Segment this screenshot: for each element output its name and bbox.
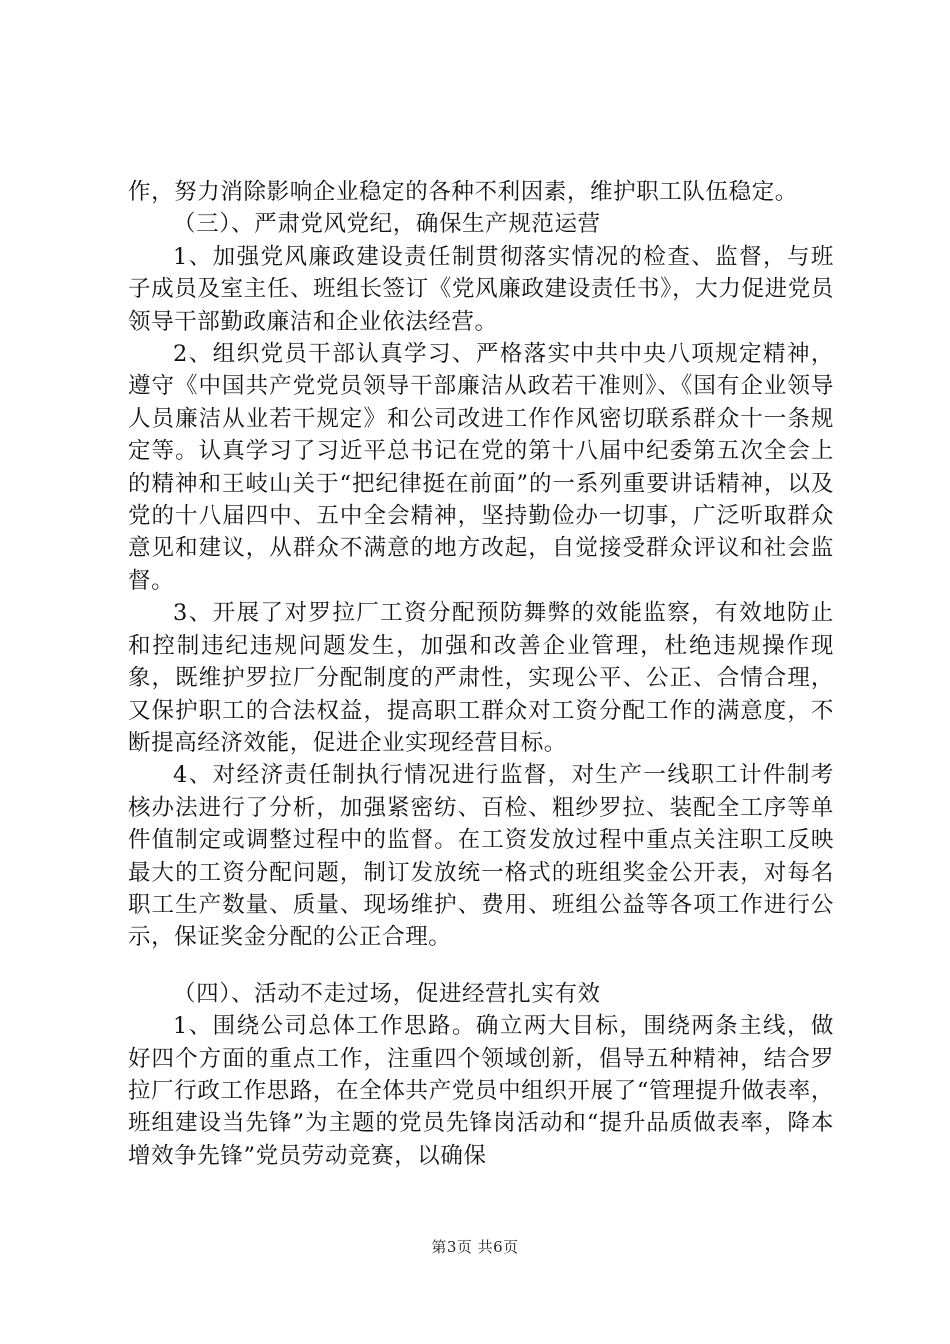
- paragraph-item-2: 2、组织党员干部认真学习、严格落实中共中央八项规定精神，遵守《中国共产党党员领导干部廉洁从政若干准则》、《国有企业领导人员廉洁从业若干规定》和公司改进工作作风密切联系群众十一条规定等。认真学习了习近平总书记在党的第十八届中纪委第五次全会上的精神和王岐山关于“把纪律挺在前面”的一系列重要讲话精神，以及党的十八届四中、五中全会精神，坚持勤俭办一切事，广泛听取群众意见和建议，从群众不满意的地方改起，自觉接受群众评议和社会监督。: [128, 341, 834, 594]
- paragraph-item-1: 1、加强党风廉政建设责任制贯彻落实情况的检查、监督，与班子成员及室主任、班组长签订《党风廉政建设责任书》，大力促进党员领导干部勤政廉洁和企业依法经营。: [128, 243, 834, 335]
- page-number-footer: 第3页 共6页: [431, 1238, 519, 1256]
- document-body: [128, 176, 834, 1172]
- paragraph-item-1-section-4: 1、围绕公司总体工作思路。确立两大目标，围绕两条主线，做好四个方面的重点工作，注重四个领域创新，倡导五种精神，结合罗拉厂行政工作思路，在全体共产党员中组织开展了“管理提升做表率，班组建设当先锋”为主题的党员先锋岗活动和“提升品质做表率，降本增效争先锋”党员劳动竞赛，以确保: [128, 1013, 834, 1169]
- section-heading-3: （三）、严肃党风党纪，确保生产规范运营: [173, 211, 601, 238]
- paragraph-item-3: 3、开展了对罗拉厂工资分配预防舞弊的效能监察，有效地防止和控制违纪违规问题发生，加强和改善企业管理，杜绝违规操作现象，既维护罗拉厂分配制度的严肃性，实现公平、公正、合情合理，又保护职工的合法权益，提高职工群众对工资分配工作的满意度，不断提高经济效能，促进企业实现经营目标。: [128, 600, 834, 756]
- paragraph-item-4: 4、对经济责任制执行情况进行监督，对生产一线职工计件制考核办法进行了分析，加强紧密纺、百检、粗纱罗拉、装配全工序等单件值制定或调整过程中的监督。在工资发放过程中重点关注职工反映最大的工资分配问题，制订发放统一格式的班组奖金公开表，对每名职工生产数量、质量、现场维护、费用、班组公益等各项工作进行公示，保证奖金分配的公正合理。: [128, 762, 834, 951]
- paragraph-continuation: 作，努力消除影响企业稳定的各种不利因素，维护职工队伍稳定。: [128, 179, 798, 205]
- paragraph-spacer: [128, 954, 834, 978]
- section-heading-4: （四）、活动不走过场，促进经营扎实有效: [173, 980, 601, 1007]
